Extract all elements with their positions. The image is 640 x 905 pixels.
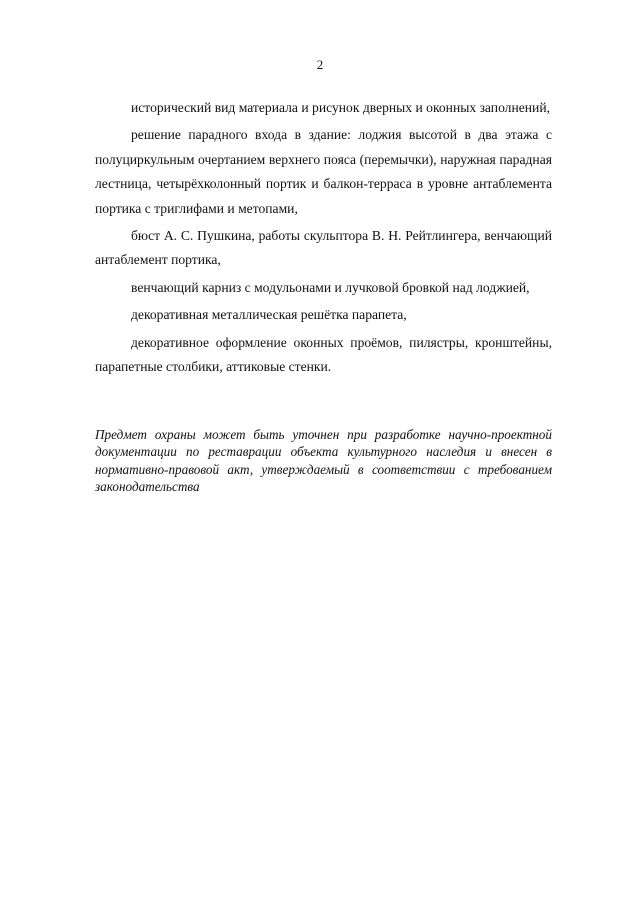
list-item: декоративное оформление оконных проёмов, пилястры, кронштейны, парапетные столбики, аттиковые стенки.: [95, 334, 552, 375]
list-item: декоративная металлическая решётка парапета,: [131, 307, 407, 323]
list-item: решение парадного входа в здание: лоджия высотой в два этажа с полуциркульным очертанием верхнего пояса (перемычки), наружная парадная лестница, четырёхколонный портик и балкон-терраса в уровне антаблемента портика с триглифами и метопами,: [95, 127, 552, 216]
list-item: венчающий карниз с модульонами и лучковой бровкой над лоджией,: [131, 279, 530, 295]
list-item: бюст А. С. Пушкина, работы скульптора В. Н. Рейтлингера, венчающий антаблемент портика,: [95, 228, 552, 268]
protection-note: Предмет охраны может быть уточнен при разработке научно-проектной документации по реставрации объекта культурного наследия и внесен в нормативно-правовой акт, утверждаемый в соответствии с требованием законодательства: [95, 427, 552, 495]
list-item: исторический вид материала и рисунок дверных и оконных заполнений,: [131, 100, 550, 115]
page-number: 2: [316, 57, 324, 72]
protection-items-list: [95, 96, 552, 382]
